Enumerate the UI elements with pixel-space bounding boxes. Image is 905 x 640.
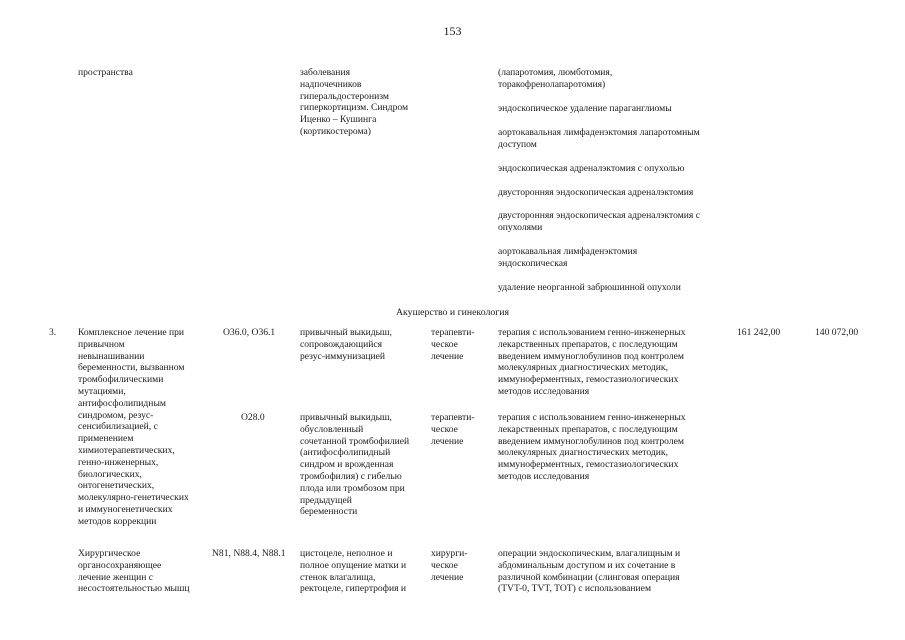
method-item: эндоскопическое удаление параганглиомы bbox=[498, 103, 672, 114]
row-treatment-type: терапевти- ческое лечение bbox=[431, 412, 475, 447]
row-model: цистоцеле, неполное и полное опущение матки и стенок влагалища, ректоцеле, гипертрофия и bbox=[300, 548, 407, 595]
page-number: 153 bbox=[443, 24, 462, 38]
continuation-model: заболевания надпочечников гиперальдостеронизм гиперкортицизм. Синдром Иценко – Кушинга (кортикостерома) bbox=[300, 67, 409, 137]
row-treatment-type: терапевти- ческое лечение bbox=[431, 327, 475, 362]
method-item: эндоскопическая адреналэктомия с опухолью bbox=[498, 163, 685, 174]
row-number: 3. bbox=[49, 327, 57, 338]
row-codes: O36.0, O36.1 bbox=[223, 327, 276, 338]
row-model: привычный выкидыш, обусловленный сочетанной тромбофилией (антифосфолипидный синдром и врожденная тромбофилия) с гибелью плода или тромбозом при предыдущей беременности bbox=[300, 412, 410, 518]
row-method: операции эндоскопическим, влагалищным и абдоминальным доступом и их сочетание в различной комбинации (слинговая операция (TVT-0, TVT, TOT) с использованием bbox=[498, 548, 681, 595]
continuation-name: пространства bbox=[78, 67, 133, 78]
method-item: аортокавальная лимфаденэктомия лапаротомным доступом bbox=[498, 127, 700, 150]
row-model: привычный выкидыш, сопровождающийся резус-иммунизацией bbox=[300, 327, 392, 362]
method-item: аортокавальная лимфаденэктомия эндоскопическая bbox=[498, 246, 638, 269]
row-codes: N81, N88.4, N88.1 bbox=[212, 548, 286, 559]
row-price-1: 161 242,00 bbox=[737, 327, 781, 338]
method-item: удаление неорганной забрюшинной опухоли bbox=[498, 282, 681, 293]
row-method: терапия с использованием генно-инженерных лекарственных препаратов, с последующим введением иммуноглобулинов под контролем молекулярных диагностических методик, иммуноферментных, гемостазиологических методов исследования bbox=[498, 327, 686, 397]
row-name: Хирургическое органосохраняющее лечение женщин с несостоятельностью мышц bbox=[78, 548, 190, 595]
row-name: Комплексное лечение при привычном невынашивании беременности, вызванном тромбофилическими мутациями, антифосфолипидным синдромом, резус- сенсибилизацией, с применением химиотерапевтических, генно-инженерных, биологических, онтогенетических, молекулярно-генетических и иммуногенетических методов коррекции bbox=[78, 327, 189, 527]
method-item: двусторонняя эндоскопическая адреналэктомия с опухолями bbox=[498, 210, 700, 233]
section-title: Акушерство и гинекология bbox=[395, 307, 510, 318]
row-price-2: 140 072,00 bbox=[815, 327, 859, 338]
method-item: (лапаротомия, люмботомия, торакофренолапаротомия) bbox=[498, 67, 613, 90]
row-codes: O28.0 bbox=[241, 412, 265, 423]
row-method: терапия с использованием генно-инженерных лекарственных препаратов, с последующим введением иммуноглобулинов под контролем молекулярных диагностических методик, иммуноферментных, гемостазиологических методов исследования bbox=[498, 412, 686, 482]
method-item: двусторонняя эндоскопическая адреналэктомия bbox=[498, 187, 694, 198]
row-treatment-type: хирурги- ческое лечение bbox=[431, 548, 468, 583]
